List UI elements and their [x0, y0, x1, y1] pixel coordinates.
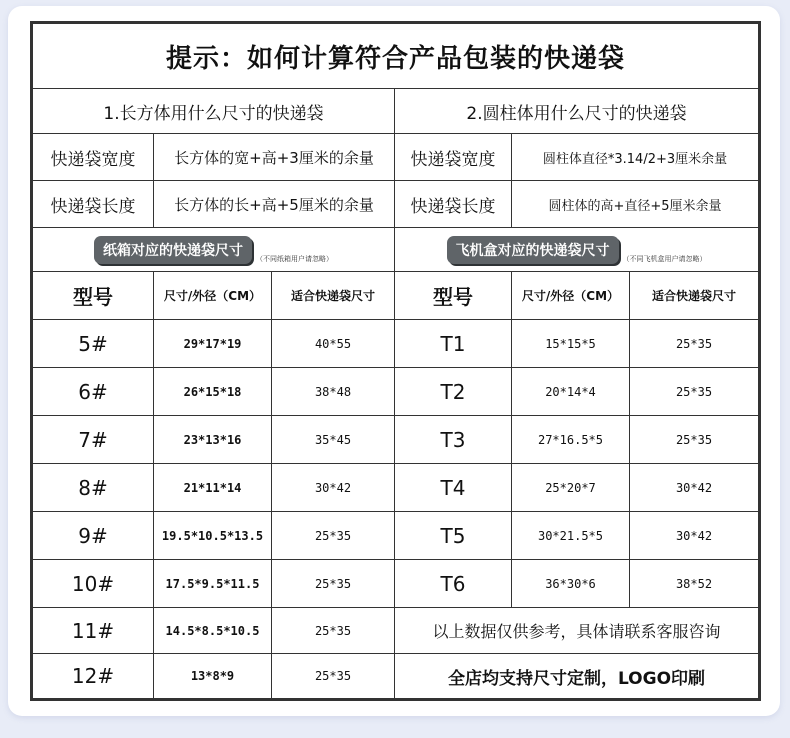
- cylinder-width-label: 快递袋宽度: [395, 134, 512, 181]
- carton-bag-size: 38*48: [272, 368, 395, 416]
- mailer-size: 25*20*7: [512, 464, 630, 512]
- mailer-size: 20*14*4: [512, 368, 630, 416]
- carton-size: 21*11*14: [154, 464, 272, 512]
- custom-notice: 全店均支持尺寸定制，LOGO印刷: [395, 654, 760, 700]
- cuboid-width-label: 快递袋宽度: [32, 134, 154, 181]
- mailer-bag-size: 25*35: [630, 416, 760, 464]
- carton-model: 7#: [32, 416, 154, 464]
- carton-bag-size: 30*42: [272, 464, 395, 512]
- size-guide-table: [30, 21, 761, 701]
- mailer-size: 15*15*5: [512, 320, 630, 368]
- section-heading-cylinder: 2.圆柱体用什么尺寸的快递袋: [395, 89, 760, 134]
- mailer-size: 30*21.5*5: [512, 512, 630, 560]
- carton-bag-size: 40*55: [272, 320, 395, 368]
- width-rule-row: [32, 134, 760, 181]
- mailer-header-model: 型号: [395, 272, 512, 320]
- carton-size: 13*8*9: [154, 654, 272, 700]
- carton-model: 5#: [32, 320, 154, 368]
- carton-size: 19.5*10.5*13.5: [154, 512, 272, 560]
- carton-header-size: 尺寸/外径（CM）: [154, 272, 272, 320]
- cuboid-length-label: 快递袋长度: [32, 181, 154, 228]
- carton-note: （不同纸箱用户请忽略）: [256, 254, 333, 263]
- mailer-model: T2: [395, 368, 512, 416]
- mailer-bag-size: 25*35: [630, 368, 760, 416]
- section-heading-row: [32, 89, 760, 134]
- reference-notice: 以上数据仅供参考，具体请联系客服咨询: [395, 608, 760, 654]
- length-rule-row: [32, 181, 760, 228]
- mailer-bag-size: 30*42: [630, 512, 760, 560]
- carton-model: 9#: [32, 512, 154, 560]
- cylinder-length-rule: 圆柱体的高+直径+5厘米余量: [512, 181, 760, 228]
- carton-size: 14.5*8.5*10.5: [154, 608, 272, 654]
- mailer-size: 27*16.5*5: [512, 416, 630, 464]
- mailer-bag-size: 30*42: [630, 464, 760, 512]
- carton-badge-cell: [32, 228, 395, 272]
- carton-bag-size: 25*35: [272, 608, 395, 654]
- carton-model: 8#: [32, 464, 154, 512]
- carton-bag-size: 35*45: [272, 416, 395, 464]
- mailer-bag-size: 25*35: [630, 320, 760, 368]
- carton-bag-size: 25*35: [272, 512, 395, 560]
- carton-model: 6#: [32, 368, 154, 416]
- carton-badge: 纸箱对应的快递袋尺寸: [94, 236, 252, 264]
- mailer-note: （不同飞机盒用户请忽略）: [622, 254, 707, 263]
- table-row: [32, 654, 760, 700]
- table-row: [32, 560, 760, 608]
- title-row: [32, 23, 760, 89]
- carton-header-model: 型号: [32, 272, 154, 320]
- mailer-size: 36*30*6: [512, 560, 630, 608]
- mailer-model: T5: [395, 512, 512, 560]
- column-header-row: [32, 272, 760, 320]
- carton-model: 10#: [32, 560, 154, 608]
- cylinder-width-rule: 圆柱体直径*3.14/2+3厘米余量: [512, 134, 760, 181]
- mailer-model: T1: [395, 320, 512, 368]
- mailer-badge: 飞机盒对应的快递袋尺寸: [447, 236, 619, 264]
- carton-bag-size: 25*35: [272, 560, 395, 608]
- carton-header-bag: 适合快递袋尺寸: [272, 272, 395, 320]
- mailer-model: T6: [395, 560, 512, 608]
- carton-model: 12#: [32, 654, 154, 700]
- cuboid-width-rule: 长方体的宽+高+3厘米的余量: [154, 134, 395, 181]
- page-title: 提示：如何计算符合产品包装的快递袋: [32, 23, 760, 89]
- badge-row: [32, 228, 760, 272]
- table-row: [32, 608, 760, 654]
- carton-size: 17.5*9.5*11.5: [154, 560, 272, 608]
- mailer-bag-size: 38*52: [630, 560, 760, 608]
- mailer-model: T4: [395, 464, 512, 512]
- mailer-header-size: 尺寸/外径（CM）: [512, 272, 630, 320]
- table-row: [32, 368, 760, 416]
- table-row: [32, 416, 760, 464]
- section-heading-cuboid: 1.长方体用什么尺寸的快递袋: [32, 89, 395, 134]
- mailer-badge-cell: [395, 228, 760, 272]
- table-row: [32, 320, 760, 368]
- cylinder-length-label: 快递袋长度: [395, 181, 512, 228]
- cuboid-length-rule: 长方体的长+高+5厘米的余量: [154, 181, 395, 228]
- carton-size: 29*17*19: [154, 320, 272, 368]
- mailer-header-bag: 适合快递袋尺寸: [630, 272, 760, 320]
- carton-size: 23*13*16: [154, 416, 272, 464]
- table-row: [32, 512, 760, 560]
- carton-size: 26*15*18: [154, 368, 272, 416]
- carton-model: 11#: [32, 608, 154, 654]
- mailer-model: T3: [395, 416, 512, 464]
- table-row: [32, 464, 760, 512]
- carton-bag-size: 25*35: [272, 654, 395, 700]
